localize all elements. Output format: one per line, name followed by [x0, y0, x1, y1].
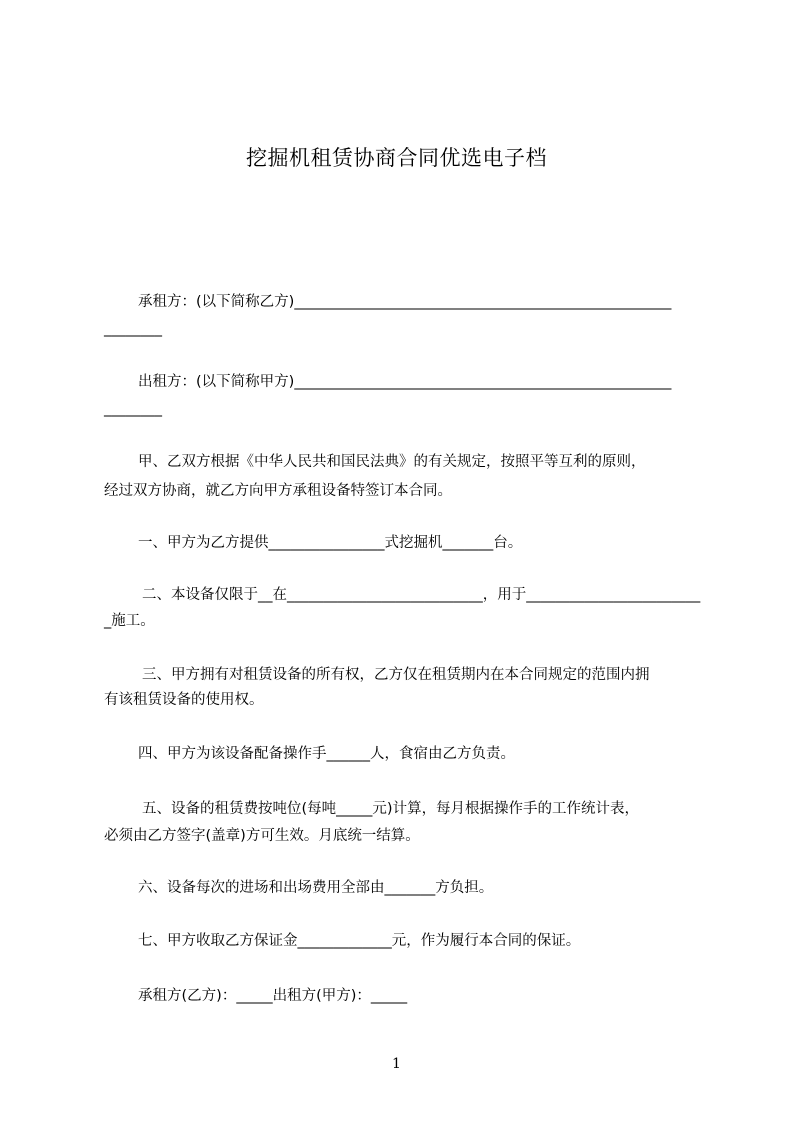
- clause-2-line-1: 二、本设备仅限于__在___________________________，用于________________________: [142, 587, 701, 603]
- clause-7: 七、甲方收取乙方保证金_____________元，作为履行本合同的保证。: [138, 933, 581, 949]
- clause-6: 六、设备每次的进场和出场费用全部由_______方负担。: [138, 880, 494, 896]
- lessee-line-cont: ________: [104, 321, 162, 337]
- clause-1: 一、甲方为乙方提供________________式挖掘机_______台。: [138, 535, 523, 551]
- preamble-line-1: 甲、乙双方根据《中华人民共和国民法典》的有关规定，按照平等互利的原则，: [138, 454, 646, 470]
- clause-3-line-2: 有该租赁设备的使用权。: [104, 692, 264, 708]
- clause-3-line-1: 三、甲方拥有对租赁设备的所有权，乙方仅在租赁期内在本合同规定的范围内拥: [142, 667, 650, 683]
- document-title: 挖掘机租赁协商合同优选电子档: [246, 146, 547, 170]
- clause-5-line-1: 五、设备的租赁费按吨位(每吨_____元)计算，每月根据操作手的工作统计表，: [142, 801, 640, 817]
- clause-4: 四、甲方为该设备配备操作手______人，食宿由乙方负责。: [138, 746, 515, 762]
- page-number: 1: [392, 1056, 401, 1072]
- signature-line: 承租方(乙方)：_____出租方(甲方)：_____: [138, 988, 408, 1004]
- lessor-line: 出租方：(以下简称甲方)____________________________________________________: [138, 374, 672, 390]
- preamble-line-2: 经过双方协商，就乙方向甲方承租设备特签订本合同。: [104, 483, 452, 499]
- clause-5-line-2: 必须由乙方签字(盖章)方可生效。月底统一结算。: [104, 828, 420, 844]
- lessor-line-cont: ________: [104, 401, 162, 417]
- lessee-line: 承租方：(以下简称乙方)____________________________________________________: [138, 294, 672, 310]
- clause-2-line-2: _施工。: [104, 613, 155, 629]
